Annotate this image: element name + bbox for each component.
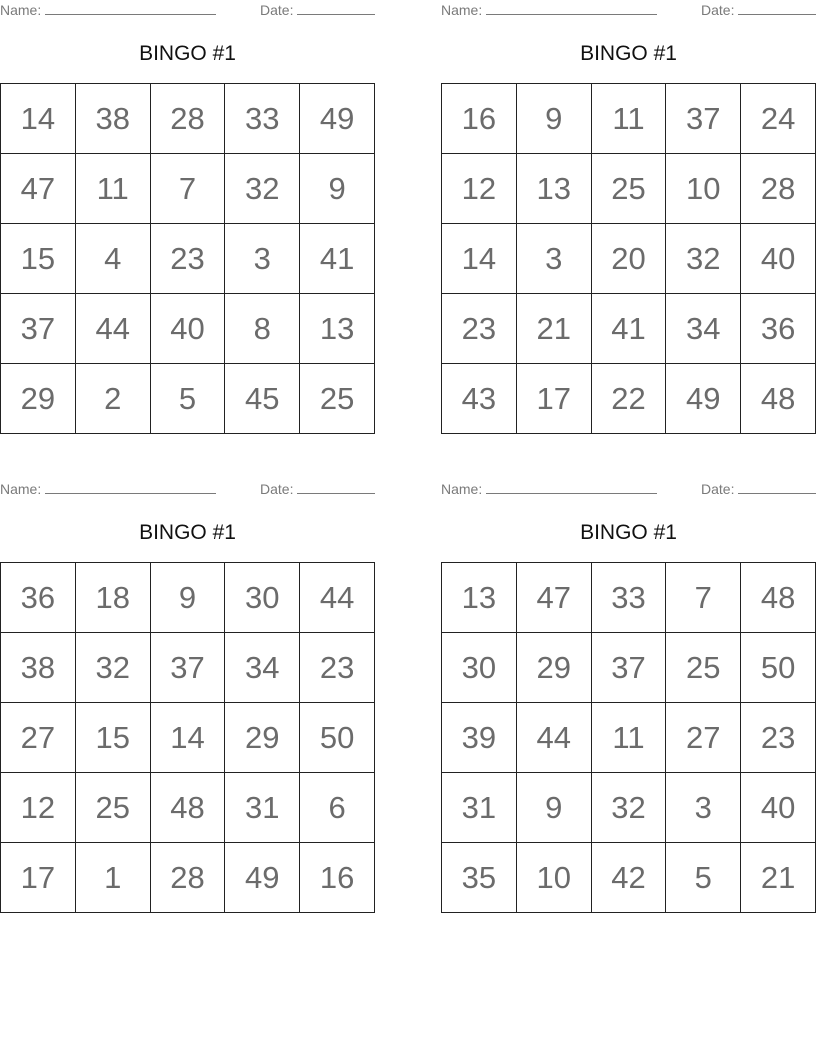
grid-cell: 5 [666,843,741,913]
grid-cell: 37 [666,84,741,154]
grid-cell: 11 [591,703,666,773]
grid-cell: 27 [666,703,741,773]
grid-cell: 29 [516,633,591,703]
grid-cell: 38 [75,84,150,154]
grid-cell: 5 [150,364,225,434]
grid-cell: 25 [75,773,150,843]
grid-cell: 6 [300,773,375,843]
grid-cell: 18 [75,563,150,633]
grid-cell: 49 [300,84,375,154]
grid-cell: 31 [225,773,300,843]
name-label: Name: [441,481,483,497]
grid-cell: 48 [741,563,816,633]
grid-cell: 23 [300,633,375,703]
grid-cell: 23 [741,703,816,773]
grid-cell: 38 [1,633,76,703]
card-title: BINGO #1 [139,521,236,544]
bingo-grid [0,562,375,913]
grid-cell: 43 [442,364,517,434]
grid-cell: 28 [741,154,816,224]
grid-cell: 41 [300,224,375,294]
grid-cell: 33 [591,563,666,633]
grid-cell: 31 [442,773,517,843]
grid-cell: 25 [300,364,375,434]
grid-cell: 13 [516,154,591,224]
grid-cell: 50 [741,633,816,703]
date-field [701,2,816,18]
grid-cell: 23 [150,224,225,294]
date-label: Date: [701,2,735,18]
grid-cell: 15 [1,224,76,294]
grid-cell: 24 [741,84,816,154]
fields-row [441,0,816,20]
grid-cell: 32 [75,633,150,703]
grid-cell: 3 [225,224,300,294]
grid-cell: 16 [442,84,517,154]
name-blank-line [45,481,216,494]
grid-row [442,633,816,703]
grid-cell: 48 [150,773,225,843]
bingo-card [441,0,816,416]
grid-row [1,633,375,703]
grid-cell: 30 [225,563,300,633]
grid-cell: 9 [300,154,375,224]
date-label: Date: [701,481,735,497]
name-blank-line [486,481,657,494]
grid-cell: 37 [150,633,225,703]
grid-cell: 22 [591,364,666,434]
grid-cell: 4 [75,224,150,294]
grid-cell: 14 [442,224,517,294]
grid-cell: 14 [1,84,76,154]
grid-row [442,773,816,843]
name-label: Name: [441,2,483,18]
grid-cell: 44 [300,563,375,633]
grid-cell: 7 [150,154,225,224]
grid-cell: 36 [1,563,76,633]
grid-cell: 32 [225,154,300,224]
grid-row [1,224,375,294]
grid-cell: 45 [225,364,300,434]
bingo-card [441,479,816,895]
grid-cell: 7 [666,563,741,633]
date-field [701,481,816,497]
grid-cell: 32 [666,224,741,294]
name-blank-line [486,2,657,15]
card-title: BINGO #1 [580,521,677,544]
grid-cell: 44 [516,703,591,773]
grid-cell: 12 [1,773,76,843]
grid-cell: 40 [150,294,225,364]
date-blank-line [738,2,816,15]
grid-cell: 13 [300,294,375,364]
grid-cell: 11 [591,84,666,154]
date-blank-line [738,481,816,494]
grid-cell: 21 [516,294,591,364]
grid-cell: 47 [516,563,591,633]
grid-cell: 15 [75,703,150,773]
grid-row [1,703,375,773]
grid-cell: 25 [591,154,666,224]
grid-cell: 25 [666,633,741,703]
grid-cell: 40 [741,224,816,294]
name-label: Name: [0,481,42,497]
grid-cell: 21 [741,843,816,913]
grid-cell: 10 [516,843,591,913]
grid-cell: 29 [1,364,76,434]
grid-row [1,773,375,843]
grid-cell: 17 [1,843,76,913]
grid-cell: 8 [225,294,300,364]
grid-row [442,224,816,294]
grid-cell: 29 [225,703,300,773]
bingo-card [0,0,375,416]
date-field [260,2,375,18]
name-field [441,481,657,497]
grid-cell: 11 [75,154,150,224]
grid-cell: 40 [741,773,816,843]
grid-cell: 3 [516,224,591,294]
date-label: Date: [260,481,294,497]
grid-cell: 41 [591,294,666,364]
name-blank-line [45,2,216,15]
name-field [0,2,216,18]
grid-row [442,843,816,913]
grid-cell: 44 [75,294,150,364]
grid-row [1,563,375,633]
name-label: Name: [0,2,42,18]
grid-cell: 34 [666,294,741,364]
grid-row [442,563,816,633]
card-title: BINGO #1 [580,42,677,65]
grid-row [442,84,816,154]
grid-row [442,703,816,773]
grid-cell: 27 [1,703,76,773]
grid-cell: 39 [442,703,517,773]
date-label: Date: [260,2,294,18]
grid-row [442,364,816,434]
grid-row [442,154,816,224]
date-blank-line [297,2,375,15]
grid-row [1,294,375,364]
bingo-grid [441,83,816,434]
card-title: BINGO #1 [139,42,236,65]
grid-cell: 3 [666,773,741,843]
grid-cell: 35 [442,843,517,913]
grid-row [1,843,375,913]
grid-cell: 37 [591,633,666,703]
grid-row [1,154,375,224]
grid-cell: 37 [1,294,76,364]
grid-cell: 13 [442,563,517,633]
grid-cell: 28 [150,84,225,154]
grid-cell: 9 [150,563,225,633]
grid-row [1,84,375,154]
grid-cell: 9 [516,773,591,843]
grid-cell: 33 [225,84,300,154]
bingo-grid [0,83,375,434]
date-field [260,481,375,497]
grid-cell: 12 [442,154,517,224]
grid-cell: 17 [516,364,591,434]
grid-cell: 34 [225,633,300,703]
grid-cell: 32 [591,773,666,843]
date-blank-line [297,481,375,494]
bingo-card [0,479,375,895]
grid-row [442,294,816,364]
grid-cell: 14 [150,703,225,773]
grid-cell: 9 [516,84,591,154]
grid-cell: 47 [1,154,76,224]
grid-cell: 36 [741,294,816,364]
grid-cell: 16 [300,843,375,913]
grid-cell: 23 [442,294,517,364]
grid-cell: 2 [75,364,150,434]
grid-cell: 28 [150,843,225,913]
name-field [0,481,216,497]
grid-cell: 10 [666,154,741,224]
grid-cell: 20 [591,224,666,294]
fields-row [0,479,375,499]
fields-row [441,479,816,499]
grid-cell: 49 [225,843,300,913]
grid-cell: 30 [442,633,517,703]
grid-cell: 42 [591,843,666,913]
name-field [441,2,657,18]
grid-cell: 50 [300,703,375,773]
grid-row [1,364,375,434]
grid-cell: 48 [741,364,816,434]
grid-cell: 1 [75,843,150,913]
fields-row [0,0,375,20]
bingo-grid [441,562,816,913]
grid-cell: 49 [666,364,741,434]
